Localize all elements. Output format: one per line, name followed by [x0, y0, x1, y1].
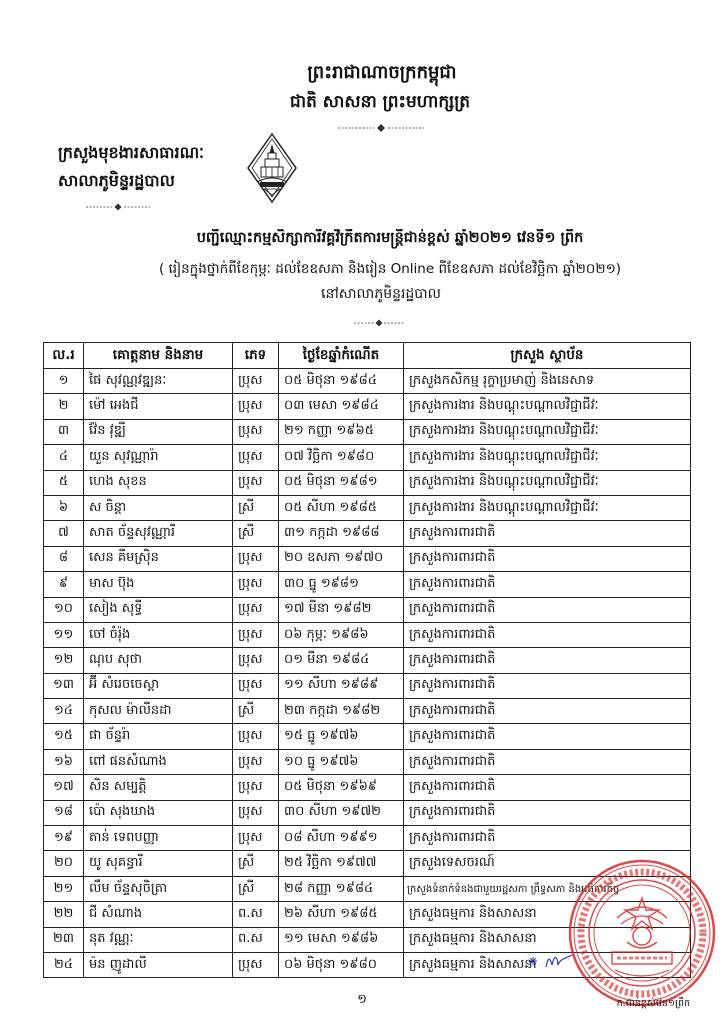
cell-ministry: ក្រសួងធម្មការ និងសាសនា	[404, 952, 691, 977]
cell-birth-date: ១០ ធ្នូ ១៩៧៦	[279, 749, 404, 774]
table-row	[44, 546, 691, 571]
cell-birth-date: ២៣ កក្កដា ១៩៨២	[279, 699, 404, 724]
cell-number: ៣	[44, 419, 84, 444]
table-row	[44, 394, 691, 419]
cell-birth-date: ១១ មេសា ១៩៨៦	[279, 927, 404, 952]
cell-sex: ស្រី	[233, 876, 279, 901]
column-header-sex: ភេទ	[233, 343, 279, 369]
cell-ministry: ក្រសួងការពារជាតិ	[404, 699, 691, 724]
table-row	[44, 445, 691, 470]
cell-number: ២៤	[44, 952, 84, 977]
cell-number: ១០	[44, 597, 84, 622]
table-header-row	[44, 343, 691, 369]
cell-birth-date: ០៥ មិថុនា ១៩៨៤	[279, 369, 404, 394]
cell-name: អ៊ី សំរេចចេស្តា	[84, 673, 233, 698]
cell-birth-date: ១១ សីហា ១៩៨៩	[279, 673, 404, 698]
cell-birth-date: ៣១ កក្កដា ១៩៨៨	[279, 521, 404, 546]
cell-name: យូ សុគន្ធារី	[84, 851, 233, 876]
cell-sex: ព.ស	[233, 902, 279, 927]
table-row	[44, 369, 691, 394]
cell-number: ១៨	[44, 800, 84, 825]
table-row	[44, 749, 691, 774]
cell-sex: ស្រី	[233, 699, 279, 724]
cell-number: ១៥	[44, 724, 84, 749]
cell-number: ៨	[44, 546, 84, 571]
cell-name: មាស ប៊ុង	[84, 572, 233, 597]
cell-birth-date: ០៣ មេសា ១៩៨៤	[279, 394, 404, 419]
document-location: នៅសាលាភូមិន្ទរដ្ឋបាល	[321, 286, 441, 302]
cell-sex: ប្រុស	[233, 724, 279, 749]
table-row	[44, 597, 691, 622]
cell-sex: ប្រុស	[233, 572, 279, 597]
cell-sex: ប្រុស	[233, 369, 279, 394]
cell-birth-date: ៣០ សីហា ១៩៧២	[279, 800, 404, 825]
table-row	[44, 495, 691, 520]
cell-ministry: ក្រសួងធម្មការ និងសាសនា	[404, 927, 691, 952]
cell-name: សេន គីមស្រ៊ិន	[84, 546, 233, 571]
cell-number: ២	[44, 394, 84, 419]
cell-ministry: ក្រសួងទេសចរណ៍	[404, 851, 691, 876]
cell-sex: ប្រុស	[233, 597, 279, 622]
cell-number: ២០	[44, 851, 84, 876]
cell-ministry: ក្រសួងការពារជាតិ	[404, 597, 691, 622]
table-row	[44, 673, 691, 698]
cell-number: ៩	[44, 572, 84, 597]
table-row	[44, 826, 691, 851]
cell-sex: ប្រុស	[233, 445, 279, 470]
cell-number: ២១	[44, 876, 84, 901]
cell-sex: ប្រុស	[233, 394, 279, 419]
cell-sex: ប្រុស	[233, 546, 279, 571]
cell-number: ១២	[44, 648, 84, 673]
document-subtitle: ( រៀនក្នុងថ្នាក់ពីខែកុម្ភៈ ដល់ខែឧសភា និងរៀន Online ពីខែឧសភា ដល់ខែវិច្ឆិកា ឆ្នាំ២០២១)	[158, 261, 622, 277]
school-emblem-logo-icon	[246, 132, 298, 204]
cell-name: ប៉ោ សុងឃាង	[84, 800, 233, 825]
cell-ministry: ក្រសួងការពារជាតិ	[404, 648, 691, 673]
cell-birth-date: ០៥ មិថុនា ១៩៦៩	[279, 775, 404, 800]
cell-birth-date: ២៥ វិច្ឆិកា ១៩៧៧	[279, 851, 404, 876]
cell-sex: ប្រុស	[233, 952, 279, 977]
cell-ministry: ក្រសួងការពារជាតិ	[404, 826, 691, 851]
cell-sex: ប្រុស	[233, 775, 279, 800]
cell-sex: ប្រុស	[233, 648, 279, 673]
cell-name: សាត ច័ន្ទសុវណ្ណារី	[84, 521, 233, 546]
divider-ornament	[84, 202, 152, 212]
table-row	[44, 470, 691, 495]
cell-birth-date: ២០ ឧសភា ១៩៧០	[279, 546, 404, 571]
cell-number: ១៧	[44, 775, 84, 800]
cell-birth-date: ១៥ ធ្នូ ១៩៧៦	[279, 724, 404, 749]
cell-ministry: ក្រសួងការពារជាតិ	[404, 521, 691, 546]
column-header-name: គោត្តនាម និងនាម	[84, 343, 233, 369]
cell-birth-date: ០៦ មិថុនា ១៩៨០	[279, 952, 404, 977]
cell-sex: ស្រី	[233, 851, 279, 876]
cell-name: សៀង សុទ្ធី	[84, 597, 233, 622]
column-header-number: ល.រ	[44, 343, 84, 369]
cell-sex: ប្រុស	[233, 673, 279, 698]
national-motto: ជាតិ សាសនា ព្រះមហាក្សត្រ	[289, 92, 471, 112]
cell-ministry: ក្រសួងការពារជាតិ	[404, 622, 691, 647]
table-row	[44, 699, 691, 724]
table-row	[44, 800, 691, 825]
table-row	[44, 622, 691, 647]
cell-number: ១៩	[44, 826, 84, 851]
table-row	[44, 419, 691, 444]
table-row	[44, 648, 691, 673]
cell-name: ផា ច័ន្ទរ៉ា	[84, 724, 233, 749]
cell-sex: ប្រុស	[233, 419, 279, 444]
table-row	[44, 521, 691, 546]
divider-ornament	[336, 123, 426, 133]
cell-number: ៦	[44, 495, 84, 520]
cell-sex: ស្រី	[233, 495, 279, 520]
table-row	[44, 775, 691, 800]
cell-sex: ប្រុស	[233, 749, 279, 774]
cell-ministry: ក្រសួងការពារជាតិ	[404, 673, 691, 698]
cell-sex: ប្រុស	[233, 622, 279, 647]
cell-ministry: ក្រសួងធម្មការ និងសាសនា	[404, 902, 691, 927]
cell-birth-date: ៣០ ធ្នូ ១៩៨១	[279, 572, 404, 597]
cell-number: ១៦	[44, 749, 84, 774]
cell-number: ៧	[44, 521, 84, 546]
footer-note: ក.ជាន់ខ្ពស់វេន១ព្រឹក	[616, 998, 690, 1009]
cell-name: ពៅ ផនសំណាង	[84, 749, 233, 774]
official-seal-stamp	[565, 858, 720, 1008]
cell-ministry: ក្រសួងការពារជាតិ	[404, 800, 691, 825]
school-name: សាលាភូមិន្ទរដ្ឋបាល	[58, 171, 175, 190]
cell-sex: ប្រុស	[233, 826, 279, 851]
cell-ministry: ក្រសួងទំនាក់ទំនងជាមួយរដ្ឋសភា ព្រឹទ្ធសភា និងអធិការកិច្ច	[404, 876, 691, 901]
cell-ministry: ក្រសួងការងារ និងបណ្តុះបណ្តាលវិជ្ជាជីវៈ	[404, 419, 691, 444]
cell-birth-date: ០១ មីនា ១៩៨៤	[279, 648, 404, 673]
cell-number: ១	[44, 369, 84, 394]
document-title: បញ្ជីឈ្មោះកម្មសិក្សាការីវគ្គវិក្រឹតការមន្ត្រីជាន់ខ្ពស់ ឆ្នាំ២០២១ វេនទី១ ព្រឹក	[196, 230, 584, 246]
cell-name: តាន់ ទេពបញ្ញា	[84, 826, 233, 851]
cell-number: ៤	[44, 445, 84, 470]
cell-birth-date: ០៨ សីហា ១៩៩១	[279, 826, 404, 851]
cell-ministry: ក្រសួងកសិកម្ម រុក្ខាប្រមាញ់ និងនេសាទ	[404, 369, 691, 394]
cell-name: ម៉ន ញូដាលី	[84, 952, 233, 977]
cell-birth-date: ២៦ សីហា ១៩៨៥	[279, 902, 404, 927]
cell-ministry: ក្រសួងការងារ និងបណ្តុះបណ្តាលវិជ្ជាជីវៈ	[404, 445, 691, 470]
cell-name: ហេង សុខន	[84, 470, 233, 495]
cell-name: ស ចិន្តា	[84, 495, 233, 520]
cell-birth-date: ២១ កញ្ញា ១៩៦៥	[279, 419, 404, 444]
cell-name: ណុប សុថា	[84, 648, 233, 673]
cell-sex: ព.ស	[233, 927, 279, 952]
cell-birth-date: ០៥ សីហា ១៩៨៥	[279, 495, 404, 520]
cell-number: ២២	[44, 902, 84, 927]
cell-birth-date: ១៧ មីនា ១៩៨២	[279, 597, 404, 622]
table-row	[44, 572, 691, 597]
cell-ministry: ក្រសួងការងារ និងបណ្តុះបណ្តាលវិជ្ជាជីវៈ	[404, 394, 691, 419]
cell-name: ជី សំណាង	[84, 902, 233, 927]
kingdom-heading: ព្រះរាជាណាចក្រកម្ពុជា	[307, 62, 457, 83]
cell-number: ២៣	[44, 927, 84, 952]
cell-name: ផៃ សុវណ្ណវឌ្ឍនៈ	[84, 369, 233, 394]
cell-name: វ៉ែន វុឌ្ឍី	[84, 419, 233, 444]
cell-ministry: ក្រសួងការពារជាតិ	[404, 775, 691, 800]
cell-number: ១៣	[44, 673, 84, 698]
cell-birth-date: ០៧ វិច្ឆិកា ១៩៨០	[279, 445, 404, 470]
cell-name: សិន សម្បត្តិ	[84, 775, 233, 800]
cell-sex: ស្រី	[233, 521, 279, 546]
cell-ministry: ក្រសួងការងារ និងបណ្តុះបណ្តាលវិជ្ជាជីវៈ	[404, 495, 691, 520]
cell-number: ១១	[44, 622, 84, 647]
cell-sex: ប្រុស	[233, 470, 279, 495]
column-header-ministry: ក្រសួង ស្ថាប័ន	[404, 343, 691, 369]
cell-ministry: ក្រសួងការពារជាតិ	[404, 546, 691, 571]
cell-number: ១៤	[44, 699, 84, 724]
cell-ministry: ក្រសួងការពារជាតិ	[404, 749, 691, 774]
cell-name: នុត វណ្ណៈ	[84, 927, 233, 952]
table-row	[44, 724, 691, 749]
cell-ministry: ក្រសួងការពារជាតិ	[404, 572, 691, 597]
page-number: ១	[357, 992, 367, 1007]
cell-name: ចៅ ចំរ៉ុង	[84, 622, 233, 647]
cell-name: យួន សុវណ្ណារ៉ា	[84, 445, 233, 470]
cell-name: កុសល ម៉ាលីនដា	[84, 699, 233, 724]
ministry-name: ក្រសួងមុខងារសាធារណៈ	[58, 143, 204, 162]
cell-sex: ប្រុស	[233, 800, 279, 825]
cell-name: ម៉ៅ អេងជី	[84, 394, 233, 419]
cell-ministry: ក្រសួងការងារ និងបណ្តុះបណ្តាលវិជ្ជាជីវៈ	[404, 470, 691, 495]
cell-birth-date: ០៦ កុម្ភៈ ១៩៨៦	[279, 622, 404, 647]
divider-ornament	[352, 318, 406, 328]
cell-ministry: ក្រសួងការពារជាតិ	[404, 724, 691, 749]
cell-birth-date: ២៨ កញ្ញា ១៩៨៤	[279, 876, 404, 901]
cell-name: លឹម ច័ន្ទសុចិត្រា	[84, 876, 233, 901]
cell-birth-date: ០៥ មិថុនា ១៩៨១	[279, 470, 404, 495]
column-header-birth-date: ថ្ងៃខែឆ្នាំកំណើត	[279, 343, 404, 369]
cell-number: ៥	[44, 470, 84, 495]
